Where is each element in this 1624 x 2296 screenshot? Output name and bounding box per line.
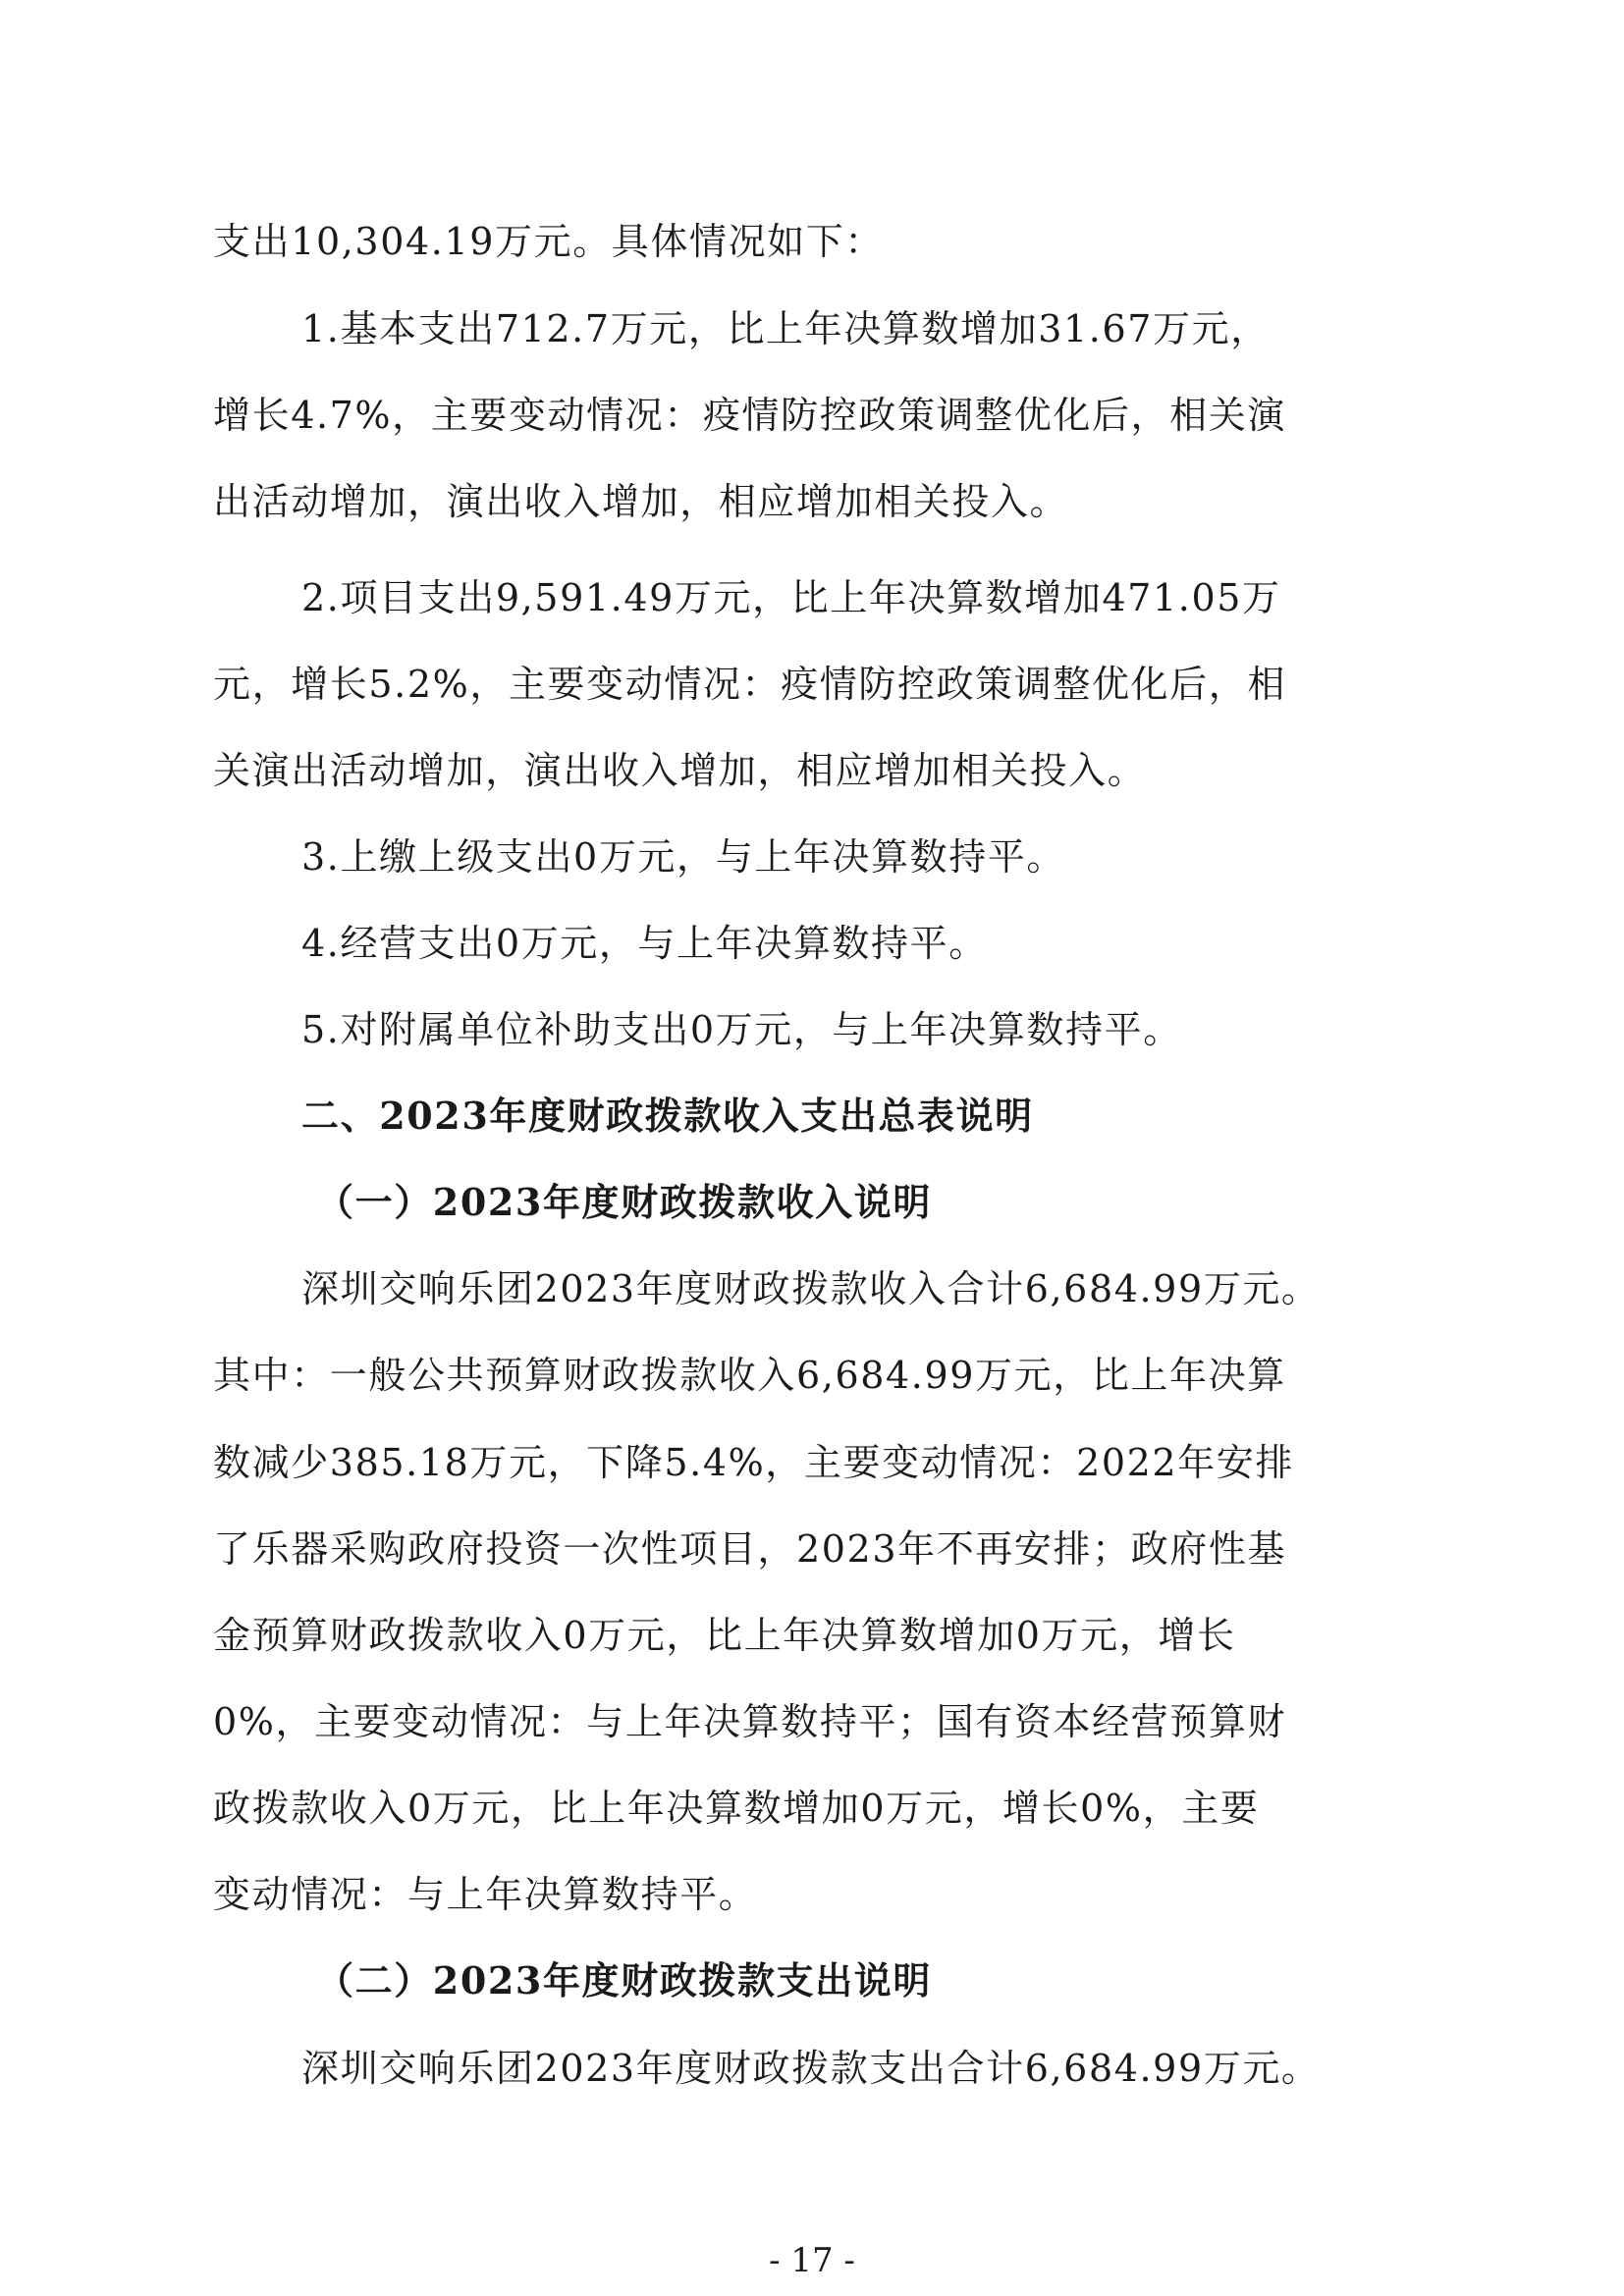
paragraph-line: 出活动增加，演出收入增加，相应增加相关投入。 xyxy=(213,480,1069,523)
paragraph-line: 深圳交响乐团2023年度财政拨款支出合计6,684.99万元。 xyxy=(301,2047,1321,2090)
paragraph-line: 变动情况：与上年决算数持平。 xyxy=(213,1873,758,1916)
paragraph-line: 元，增长5.2%，主要变动情况：疫情防控政策调整优化后，相 xyxy=(213,663,1286,706)
paragraph-line: 金预算财政拨款收入0万元，比上年决算数增加0万元，增长 xyxy=(213,1614,1236,1657)
paragraph-line: 数减少385.18万元，下降5.4%，主要变动情况：2022年安排 xyxy=(213,1441,1295,1484)
paragraph-line: 5.对附属单位补助支出0万元，与上年决算数持平。 xyxy=(301,1008,1182,1051)
paragraph-line: 关演出活动增加，演出收入增加，相应增加相关投入。 xyxy=(213,749,1147,792)
paragraph-line: 支出10,304.19万元。具体情况如下： xyxy=(213,220,884,263)
paragraph-line: 增长4.7%，主要变动情况：疫情防控政策调整优化后，相关演 xyxy=(213,394,1286,437)
subsection-heading: （一）2023年度财政拨款收入说明 xyxy=(316,1180,932,1224)
paragraph-line: 深圳交响乐团2023年度财政拨款收入合计6,684.99万元。 xyxy=(301,1267,1321,1310)
paragraph-line: 政拨款收入0万元，比上年决算数增加0万元，增长0%，主要 xyxy=(213,1787,1260,1830)
section-heading: 二、2023年度财政拨款收入支出总表说明 xyxy=(301,1094,1034,1138)
subsection-heading: （二）2023年度财政拨款支出说明 xyxy=(316,1958,932,2002)
paragraph-line: 了乐器采购政府投资一次性项目，2023年不再安排；政府性基 xyxy=(213,1527,1287,1571)
paragraph-line: 3.上缴上级支出0万元，与上年决算数持平。 xyxy=(301,835,1066,879)
page-number: - 17 - xyxy=(769,2241,855,2280)
paragraph-line: 4.经营支出0万元，与上年决算数持平。 xyxy=(301,922,988,965)
paragraph-line: 2.项目支出9,591.49万元，比上年决算数增加471.05万 xyxy=(301,576,1281,619)
paragraph-line: 其中：一般公共预算财政拨款收入6,684.99万元，比上年决算 xyxy=(213,1354,1286,1397)
paragraph-line: 1.基本支出712.7万元，比上年决算数增加31.67万元， xyxy=(301,307,1270,350)
paragraph-line: 0%，主要变动情况：与上年决算数持平；国有资本经营预算财 xyxy=(213,1700,1287,1743)
